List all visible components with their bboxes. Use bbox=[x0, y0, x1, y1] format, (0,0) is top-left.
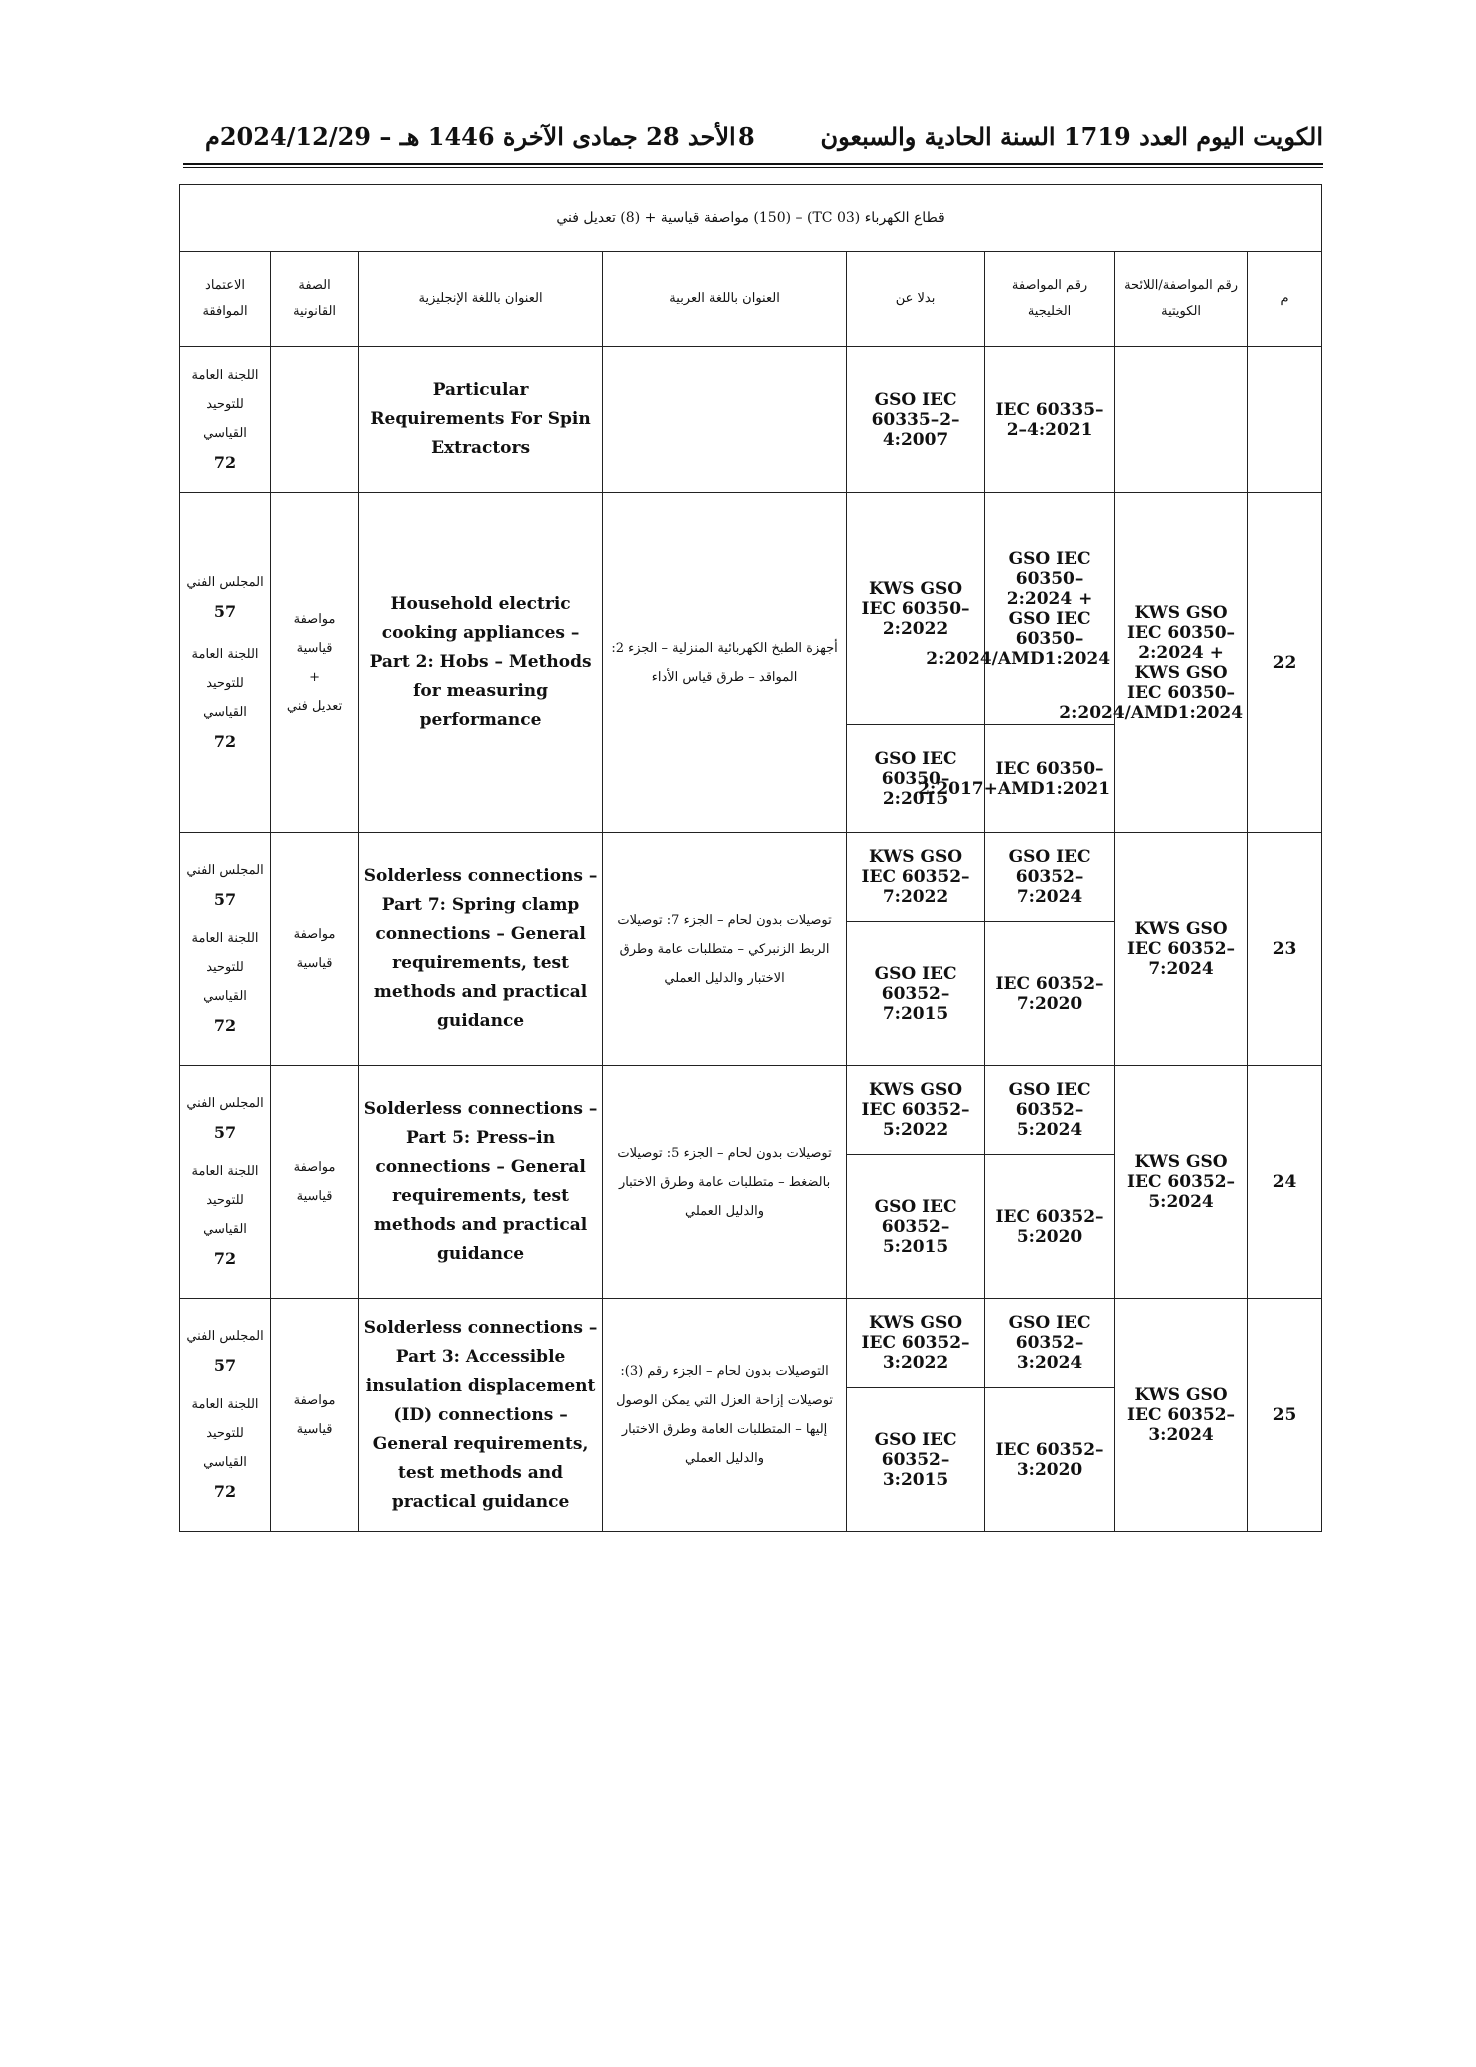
page-number: 8 bbox=[738, 122, 755, 151]
header-title-en: العنوان باللغة الإنجليزية bbox=[359, 252, 603, 347]
row-replaces-cell: GSO IEC 60335–2–4:2007 bbox=[847, 347, 985, 493]
row-replaces-cell: KWS GSO IEC 60352–7:2022 bbox=[847, 833, 985, 922]
row-legal-cell: مواصفة قياسية bbox=[271, 833, 359, 1066]
row-legal-cell bbox=[271, 493, 359, 833]
approval-council: المجلس الفني 57 bbox=[186, 1329, 264, 1375]
row-approval-cell bbox=[180, 347, 271, 493]
page-header bbox=[183, 118, 1323, 158]
row-title-ar-cell: توصيلات بدون لحام – الجزء 5: توصيلات بالضغط – متطلبات عامة وطرق الاختبار والدليل العملي bbox=[603, 1066, 847, 1299]
header-title-ar: العنوان باللغة العربية bbox=[603, 252, 847, 347]
approval-committee: اللجنة العامة للتوحيد القياسي bbox=[191, 1397, 259, 1470]
row-title-ar-cell bbox=[603, 347, 847, 493]
table-header-row bbox=[180, 252, 1322, 347]
row-replaces-cell: KWS GSO IEC 60352–3:2022 bbox=[847, 1299, 985, 1388]
row-approval-cell bbox=[180, 1066, 271, 1299]
row-approval-cell bbox=[180, 493, 271, 833]
approval-committee: اللجنة العامة للتوحيد القياسي bbox=[191, 646, 259, 720]
approval-committee: اللجنة العامة للتوحيد القياسي bbox=[191, 367, 259, 441]
row-kws-cell: KWS GSO IEC 60350–2:2024 + KWS GSO IEC 60350–2:2024/AMD1:2024 bbox=[1115, 493, 1248, 833]
row-legal-cell: مواصفة قياسية bbox=[271, 1299, 359, 1532]
row-gso-cell: GSO IEC 60352–7:2024 bbox=[985, 833, 1115, 922]
row-gso-cell: IEC 60352–3:2020 bbox=[985, 1388, 1115, 1532]
row-title-ar-cell: أجهزة الطبخ الكهربائية المنزلية – الجزء 2: المواقد – طرق قياس الأداء bbox=[603, 493, 847, 833]
legal-technical-amendment: تعديل فني bbox=[286, 698, 343, 714]
approval-number: 72 bbox=[213, 452, 237, 472]
row-gso-cell: GSO IEC 60352–3:2024 bbox=[985, 1299, 1115, 1388]
row-title-en-cell: Solderless connections – Part 5: Press–in connections – General requirements, test methods and practical guidance bbox=[359, 1066, 603, 1299]
row-gso-cell: GSO IEC 60352–5:2024 bbox=[985, 1066, 1115, 1155]
table-row bbox=[180, 493, 1322, 725]
row-num-cell: 23 bbox=[1248, 833, 1322, 1066]
row-title-en-cell: Particular Requirements For Spin Extractors bbox=[359, 347, 603, 493]
row-legal-cell bbox=[271, 347, 359, 493]
table-row bbox=[180, 1066, 1322, 1155]
standards-table bbox=[179, 184, 1322, 1532]
row-approval-cell bbox=[180, 833, 271, 1066]
row-title-en-cell: Solderless connections – Part 3: Accessible insulation displacement (ID) connections – General requirements, test methods and practical guidance bbox=[359, 1299, 603, 1532]
table-row bbox=[180, 347, 1322, 493]
row-kws-cell: KWS GSO IEC 60352–3:2024 bbox=[1115, 1299, 1248, 1532]
row-kws-cell: KWS GSO IEC 60352–5:2024 bbox=[1115, 1066, 1248, 1299]
approval-number: 72 bbox=[213, 1482, 237, 1501]
approval-council: المجلس الفني 57 bbox=[186, 1096, 264, 1142]
table-row bbox=[180, 1299, 1322, 1388]
row-title-ar-cell: التوصيلات بدون لحام – الجزء رقم (3): توصيلات إزاحة العزل التي يمكن الوصول إليها – المتطلبات العامة وطرق الاختبار والدليل العملي bbox=[603, 1299, 847, 1532]
legal-standard: مواصفة قياسية bbox=[293, 611, 336, 656]
approval-committee: اللجنة العامة للتوحيد القياسي bbox=[191, 1164, 259, 1237]
header-approval: الاعتماد الموافقة bbox=[180, 252, 271, 347]
header-rule-thick bbox=[183, 163, 1323, 165]
row-title-en-cell: Solderless connections – Part 7: Spring clamp connections – General requirements, test methods and practical guidance bbox=[359, 833, 603, 1066]
approval-number: 72 bbox=[213, 731, 237, 751]
header-num: م bbox=[1248, 252, 1322, 347]
row-num-cell: 22 bbox=[1248, 493, 1322, 833]
approval-council: المجلس الفني 57 bbox=[186, 574, 264, 621]
row-title-ar-cell: توصيلات بدون لحام – الجزء 7: توصيلات الربط الزنبركي – متطلبات عامة وطرق الاختبار والدليل العملي bbox=[603, 833, 847, 1066]
row-gso-cell: GSO IEC 60350–2:2024 + GSO IEC 60350–2:2024/AMD1:2024 bbox=[985, 493, 1115, 725]
legal-plus: + bbox=[309, 669, 321, 685]
approval-council: المجلس الفني 57 bbox=[186, 863, 264, 909]
row-legal-cell: مواصفة قياسية bbox=[271, 1066, 359, 1299]
row-title-en-cell: Household electric cooking appliances – Part 2: Hobs – Methods for measuring performance bbox=[359, 493, 603, 833]
approval-number: 72 bbox=[213, 1249, 237, 1268]
row-kws-cell bbox=[1115, 347, 1248, 493]
header-legal: الصفة القانونية bbox=[271, 252, 359, 347]
header-rule-thin bbox=[183, 167, 1323, 168]
row-kws-cell: KWS GSO IEC 60352–7:2024 bbox=[1115, 833, 1248, 1066]
row-replaces-cell: GSO IEC 60352–7:2015 bbox=[847, 922, 985, 1066]
row-num-cell: 25 bbox=[1248, 1299, 1322, 1532]
row-approval-cell bbox=[180, 1299, 271, 1532]
row-replaces-cell: GSO IEC 60350–2:2015 bbox=[847, 725, 985, 833]
header-kws: رقم المواصفة/اللائحة الكويتية bbox=[1115, 252, 1248, 347]
row-replaces-cell: KWS GSO IEC 60350–2:2022 bbox=[847, 493, 985, 725]
header-replaces: بدلا عن bbox=[847, 252, 985, 347]
approval-number: 72 bbox=[213, 1016, 237, 1035]
row-gso-cell: IEC 60350–2:2017+AMD1:2021 bbox=[985, 725, 1115, 833]
row-num-cell: 24 bbox=[1248, 1066, 1322, 1299]
header-issue-info: الكويت اليوم العدد 1719 السنة الحادية والسبعون bbox=[820, 122, 1323, 151]
approval-committee: اللجنة العامة للتوحيد القياسي bbox=[191, 931, 259, 1004]
row-gso-cell: IEC 60352–5:2020 bbox=[985, 1155, 1115, 1299]
table-caption: قطاع الكهرباء (TC 03) – (150) مواصفة قياسية + (8) تعديل فني bbox=[180, 185, 1322, 252]
header-date: الأحد 28 جمادى الآخرة 1446 هـ – 2024/12/29م bbox=[205, 122, 736, 151]
row-replaces-cell: GSO IEC 60352–3:2015 bbox=[847, 1388, 985, 1532]
row-replaces-cell: GSO IEC 60352–5:2015 bbox=[847, 1155, 985, 1299]
row-replaces-cell: KWS GSO IEC 60352–5:2022 bbox=[847, 1066, 985, 1155]
row-num-cell bbox=[1248, 347, 1322, 493]
row-gso-cell: IEC 60335–2–4:2021 bbox=[985, 347, 1115, 493]
row-gso-cell: IEC 60352–7:2020 bbox=[985, 922, 1115, 1066]
table-row bbox=[180, 833, 1322, 922]
header-gso: رقم المواصفة الخليجية bbox=[985, 252, 1115, 347]
